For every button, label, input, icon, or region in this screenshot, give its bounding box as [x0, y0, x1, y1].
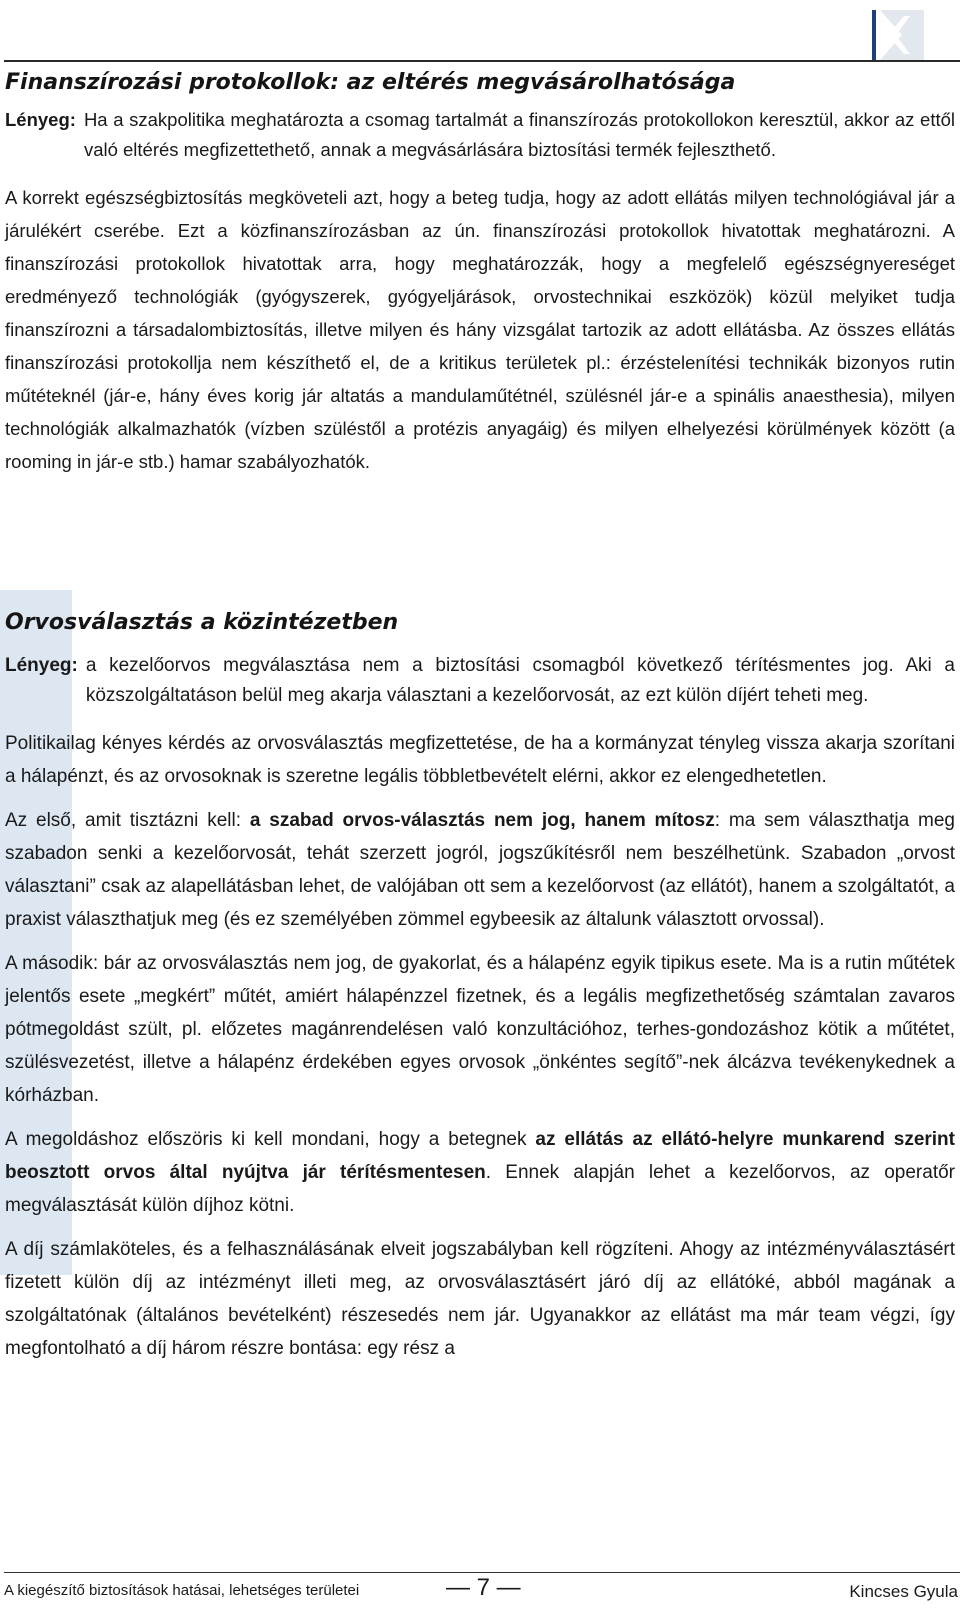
footer-author: Kincses Gyula [849, 1582, 958, 1601]
paragraph [5, 804, 955, 936]
paragraph: A második: bár az orvosválasztás nem jog, de gyakorlat, és a hálapénz egyik tipikus esete. Ma is a rutin műtétek jelentős esete „megkért” műtét, amiért hálapénzzel fizetnek, és a legális megfizethetőség számtalan zavaros pótmegoldást szült, pl. előzetes magánrendelésen való konzultációhoz, terhes-gondozáshoz kötik a műtétet, szülésvezetést, illetve a hálapénz érdekében egyes orvosok „önkéntes segítő”-nek álcázva tevékenykednek a kórházban. [5, 953, 955, 1106]
section-title: Finanszírozási protokollok: az eltérés megvásárolhatósága [5, 70, 736, 95]
summary-block [5, 105, 955, 165]
summary-text: a kezelőorvos megválasztása nem a biztosítási csomagból következő térítésmentes jog. Aki a közszolgáltatáson belül meg akarja választani a kezelőorvosát, az ezt külön díjért teheti meg. [85, 655, 955, 706]
summary-label: Lényeg: [5, 655, 78, 676]
footer-document-title: A kiegészítő biztosítások hatásai, lehetséges területei [4, 1582, 360, 1599]
section-title: Orvosválasztás a közintézetben [5, 610, 399, 635]
summary-label: Lényeg: [5, 109, 76, 130]
page-number: — 7 — [446, 1574, 521, 1601]
paragraph: A díj számlaköteles, és a felhasználásának elveit jogszabályban kell rögzíteni. Ahogy az intézményválasztásért fizetett külön díj az intézményt illeti meg, az orvosválasztásért járó díj az ellátóké, abból magának a szolgáltatónak (általános bevételként) részesedés nem jár. Ugyanakkor az ellátást ma már team végzi, így megfontolható a díj három részre bontása: egy rész a [5, 1239, 955, 1359]
emphasis: a szabad orvos-választás nem jog, hanem mítosz [249, 810, 715, 831]
text-run: : ma sem választhatja meg szabadon senki a kezelőorvosát, tehát szerzett jogról, jogszűkítésről nem beszélhetünk. Szabadon „orvost választani” csak az alapellátásban lehet, de valójában ott sem a kezelőorvost (az ellátót), hanem a szolgáltatót, a praxist választhatjuk meg (és ez személyében zömmel egybeesik az általunk választott orvossal). [5, 810, 955, 930]
paragraph: A korrekt egészségbiztosítás megköveteli azt, hogy a beteg tudja, hogy az adott ellátás milyen technológiával jár a járulékért cserébe. Ezt a közfinanszírozásban az ún. finanszírozási protokollok hivatottak meghatározni. A finanszírozási protokollok hivatottak arra, hogy meghatározzák, hogy a megfelelő egészségnyereséget eredményező technológiák (gyógyszerek, gyógyeljárások, orvostechnikai eszközök) közül melyiket tudja finanszírozni a társadalombiztosítás, illetve milyen és hány vizsgálat tartozik az adott ellátásba. Az összes ellátás finanszírozási protokollja nem készíthető el, de a kritikus területek pl.: érzéstelenítési technikák bizonyos rutin műtéteknél (jár-e, hány éves korig jár altatás a mandulaműtétnél, szülésnél jár-e a spinális anaesthesia), milyen technológiák alkalmazhatók (vízben szüléstől a protézis anyagáig) és milyen elhelyezési körülmények között (a rooming in jár-e stb.) hamar szabályozhatók. [5, 187, 955, 472]
footer-rule [4, 1572, 960, 1573]
publisher-logo-icon [870, 6, 926, 64]
text-run: . Ennek alapján lehet a kezelőorvos, az operatőr megválasztását külön díjhoz kötni. [5, 1162, 955, 1216]
summary-block [5, 651, 955, 711]
section-doctor-choice [5, 610, 955, 1376]
paragraph: Politikailag kényes kérdés az orvosválasztás megfizettetése, de ha a kormányzat tényleg vissza akarja szorítani a hálapénzt, és az orvosoknak is szeretne legális többletbevételt elérni, akkor ez elengedhetetlen. [5, 733, 955, 787]
text-run: Az első, amit tisztázni kell: [5, 810, 250, 831]
paragraph [5, 1123, 955, 1222]
emphasis: az ellátás az ellátó-helyre munkarend szerint beosztott orvos által nyújtva jár térítésmentesen [5, 1129, 955, 1183]
section-financing-protocols [5, 62, 955, 489]
text-run: A megoldáshoz előszöris ki kell mondani, hogy a betegnek [5, 1129, 536, 1150]
summary-text: Ha a szakpolitika meghatározta a csomag tartalmát a finanszírozás protokollokon keresztül, akkor az ettől való eltérés megfizettethető, annak a megvásárlására biztosítási termék fejleszthető. [83, 109, 955, 160]
